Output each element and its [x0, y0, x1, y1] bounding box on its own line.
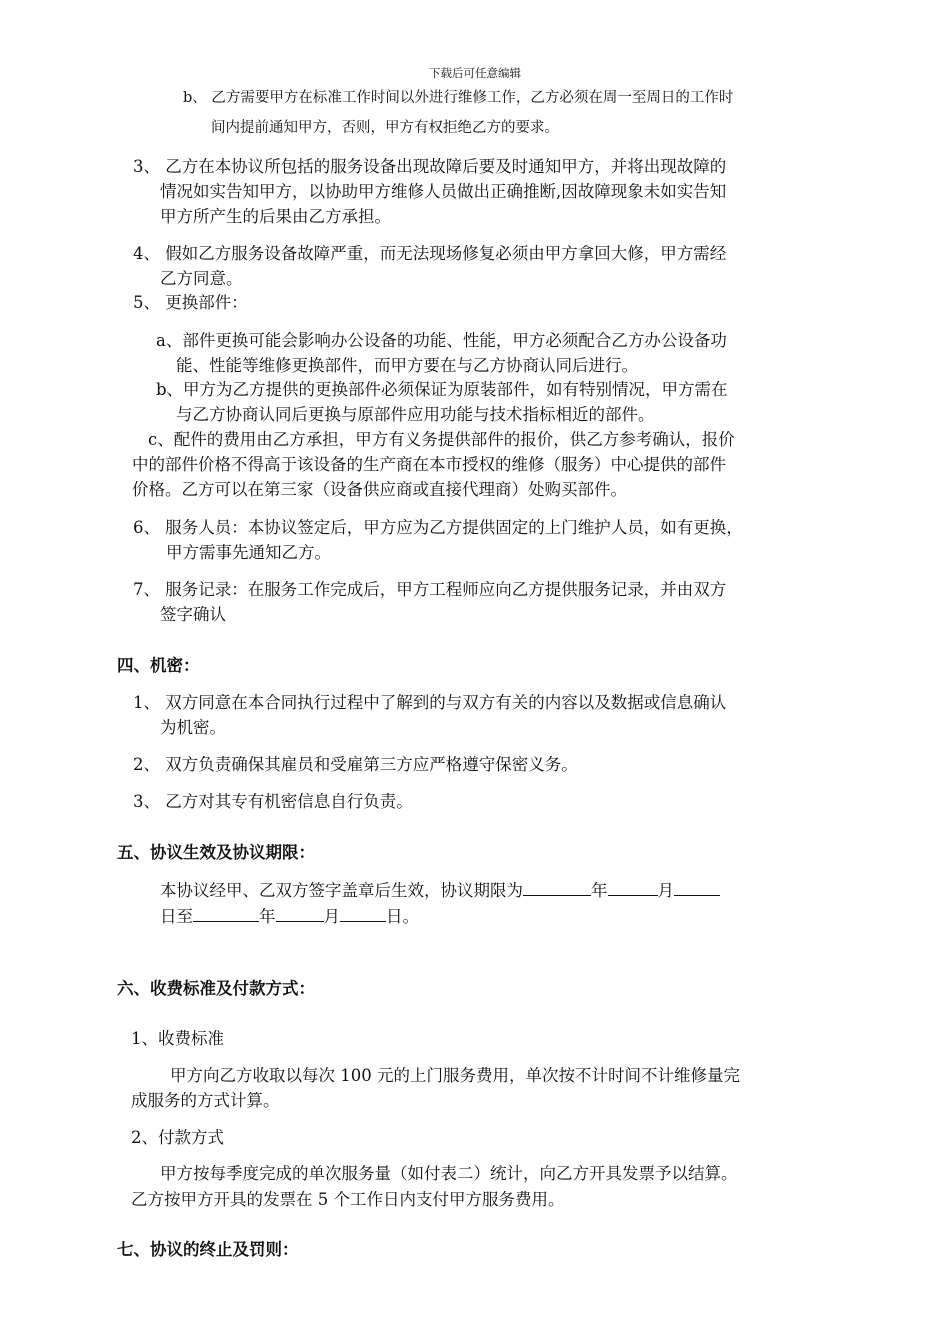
- end-year-label: 年: [259, 907, 276, 926]
- section-7-title: 七、协议的终止及罚则：: [117, 1240, 299, 1259]
- item-4-line-1: 4、 假如乙方服务设备故障严重，而无法现场修复必须由甲方拿回大修，甲方需经: [133, 244, 727, 263]
- section-4-title: 四、机密：: [117, 656, 200, 675]
- item-3-line-2: 情况如实告知甲方，以协助甲方维修人员做出正确推断,因故障现象未如实告知: [160, 182, 727, 201]
- fee-standard-line-2: 成服务的方式计算。: [131, 1091, 280, 1110]
- item-7-line-1: 7、 服务记录：在服务工作完成后，甲方工程师应向乙方提供服务记录，并由双方: [133, 580, 727, 599]
- item-5b-line-2: 与乙方协商认同后更换与原部件应用功能与技术指标相近的部件。: [176, 405, 655, 424]
- payment-heading: 2、付款方式: [131, 1128, 224, 1147]
- item-6-line-1: 6、 服务人员：本协议签定后，甲方应为乙方提供固定的上门维护人员，如有更换，: [133, 518, 743, 537]
- end-year-blank: [193, 905, 259, 922]
- month-blank: [608, 879, 658, 896]
- month-label: 月: [657, 881, 674, 900]
- item-3b-line-2: 间内提前通知甲方，否则，甲方有权拒绝乙方的要求。: [211, 120, 559, 136]
- payment-line-2: 乙方按甲方开具的发票在 5 个工作日内支付甲方服务费用。: [131, 1190, 565, 1209]
- page-header: 下载后可任意编辑: [429, 66, 521, 80]
- item-5-heading: 5、 更换部件：: [133, 293, 248, 312]
- end-day-label: 日。: [386, 907, 419, 926]
- item-5a-line-2: 能、性能等维修更换部件，而甲方要在与乙方协商认同后进行。: [176, 356, 638, 375]
- item-3-line-3: 甲方所产生的后果由乙方承担。: [160, 207, 391, 226]
- day-blank: [674, 879, 720, 896]
- day-to-label: 日至: [160, 907, 193, 926]
- payment-line-1: 甲方按每季度完成的单次服务量（如付表二）统计，向乙方开具发票予以结算。: [160, 1164, 738, 1183]
- end-month-label: 月: [323, 907, 340, 926]
- item-5c-line-3: 价格。乙方可以在第三家（设备供应商或直接代理商）处购买部件。: [132, 480, 627, 499]
- sec4-item-3: 3、 乙方对其专有机密信息自行负责。: [133, 792, 413, 811]
- item-5a-line-1: a、部件更换可能会影响办公设备的功能、性能，甲方必须配合乙方办公设备功: [156, 331, 727, 350]
- item-7-line-2: 签字确认: [160, 605, 226, 624]
- end-day-blank: [340, 905, 386, 922]
- sec4-item-1-line-1: 1、 双方同意在本合同执行过程中了解到的与双方有关的内容以及数据或信息确认: [133, 693, 727, 712]
- fee-standard-line-1: 甲方向乙方收取以每次 100 元的上门服务费用，单次按不计时间不计维修量完: [170, 1066, 740, 1085]
- fee-standard-heading: 1、收费标准: [131, 1029, 224, 1048]
- sec5-term-text: 本协议经甲、乙双方签字盖章后生效，协议期限为: [160, 881, 523, 900]
- item-3-line-1: 3、 乙方在本协议所包括的服务设备出现故障后要及时通知甲方，并将出现故障的: [133, 157, 727, 176]
- item-5c-line-1: c、配件的费用由乙方承担，甲方有义务提供部件的报价，供乙方参考确认，报价: [148, 430, 735, 449]
- end-month-blank: [276, 905, 324, 922]
- year-blank: [523, 879, 591, 896]
- section-6-title: 六、收费标准及付款方式：: [117, 979, 315, 998]
- sec5-term-line-1: [160, 879, 720, 901]
- year-label: 年: [591, 881, 608, 900]
- item-4-line-2: 乙方同意。: [160, 269, 243, 288]
- sec4-item-2: 2、 双方负责确保其雇员和受雇第三方应严格遵守保密义务。: [133, 755, 578, 774]
- sec5-term-line-2: [160, 905, 419, 927]
- item-5b-line-1: b、甲方为乙方提供的更换部件必须保证为原装部件，如有特别情况，甲方需在: [156, 380, 728, 399]
- section-5-title: 五、协议生效及协议期限：: [117, 843, 315, 862]
- sec4-item-1-line-2: 为机密。: [160, 718, 226, 737]
- item-6-line-2: 甲方需事先通知乙方。: [166, 543, 331, 562]
- item-3b-line-1: b、 乙方需要甲方在标准工作时间以外进行维修工作，乙方必须在周一至周日的工作时: [183, 90, 734, 106]
- item-5c-line-2: 中的部件价格不得高于该设备的生产商在本市授权的维修（服务）中心提供的部件: [132, 455, 726, 474]
